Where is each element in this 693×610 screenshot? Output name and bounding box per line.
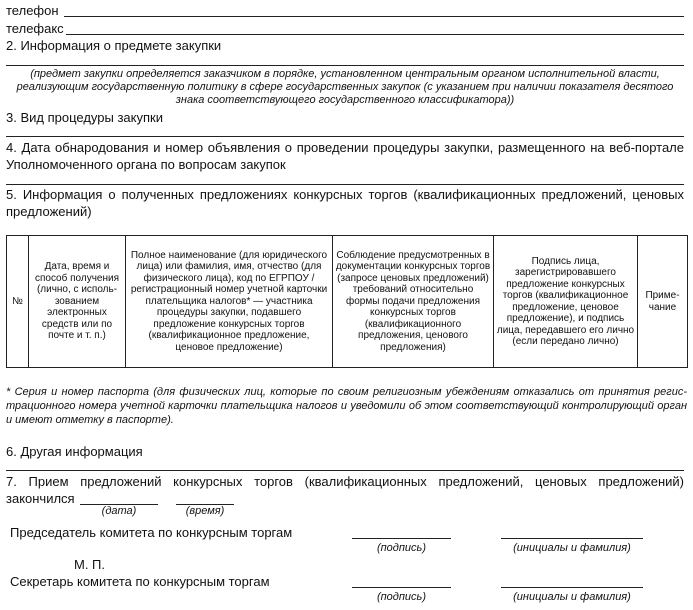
section-5-line: предложений) [6, 204, 92, 219]
secretary-name-line[interactable] [501, 587, 643, 588]
section-2-note-line: знака соответствующего государственного классификатора)) [175, 94, 515, 106]
section-2-note-line: (предмет закупки определяется заказчиком в порядке, установленном центральным органом исполнительной власти, [30, 68, 660, 80]
section-3-title: 3. Вид процедуры закупки [6, 110, 163, 125]
table-header-row [7, 236, 688, 368]
section-5-line: 5. Информация о полученных предложениях конкурсных торгов (квалификационных предложений, ценовых [6, 187, 684, 202]
section-4-text [6, 139, 684, 173]
proposals-table [6, 235, 688, 368]
chairman-signature-line[interactable] [352, 538, 451, 539]
chairman-signature-caption: (подпись) [376, 542, 427, 554]
phone-input-line[interactable] [64, 16, 684, 17]
section-7-line: 7. Прием предложений конкурсных торгов (квалификационных предложений, ценовых предложений) [6, 474, 684, 489]
time-caption: (время) [185, 505, 225, 517]
table-header-number: № [7, 236, 29, 368]
section-4-input-line[interactable] [6, 184, 684, 185]
table-header-compliance: Соблюдение предусмотренных в документации конкурсных торгов (запросе ценовых предложений) требований относительно формы подачи предложения конкурсных торгов (квалификационного предложения, ценового предложения) [333, 236, 494, 368]
section-6-input-line[interactable] [6, 470, 684, 471]
table-header-signature: Подпись лица, зарегистрировавшего предложение конкурсных торгов (квалификационное предложение, ценовое предложение), и подпись лица, передавшего его лично (если передано лично) [494, 236, 638, 368]
table-header-note: Приме-чание [638, 236, 688, 368]
chairman-name-caption: (инициалы и фамилия) [513, 542, 631, 554]
section-2-input-line[interactable] [6, 65, 684, 66]
footnote-line: * Серия и номер паспорта (для физических лиц, которые по своим религиозным убеждениям отказались от принятия регис- [6, 386, 687, 398]
footnote-line: трационного номера учетной карточки плательщика налогов и уведомили об этом соответствующий контролирующий орган [6, 400, 687, 412]
phone-label: телефон [6, 3, 59, 18]
secretary-label: Секретарь комитета по конкурсным торгам [10, 574, 270, 589]
fax-input-line[interactable] [66, 34, 684, 35]
section-5-text [6, 186, 684, 220]
footnote [6, 385, 687, 427]
section-4-line: 4. Дата обнародования и номер объявления о проведении процедуры закупки, размещенного на веб-портале [6, 140, 684, 155]
section-2-note-line: реализующим государственную политику в сфере государственных закупок (с указанием при наличии показателя десятого [16, 81, 674, 93]
table-header-participant: Полное наименование (для юридического лица) или фамилия, имя, отчество (для физического лица), код по ЕГРПОУ /регистрационный номер учетной карточки плательщика налогов* — участника процедуры закупки, подавшего предложение конкурсных торгов (квалификационное предложение, ценовое предложение) [126, 236, 333, 368]
secretary-signature-caption: (подпись) [376, 591, 427, 603]
section-7-closed-label: закончился [6, 491, 75, 506]
chairman-label: Председатель комитета по конкурсным торгам [10, 525, 293, 540]
secretary-signature-line[interactable] [352, 587, 451, 588]
stamp-label: М. П. [74, 557, 106, 572]
section-4-line: Уполномоченного органа по вопросам закупок [6, 157, 286, 172]
table-header-date: Дата, время и способ получения (лично, с исполь-зованием электронных средств или по почте и т. п.) [29, 236, 126, 368]
section-7-text [6, 473, 684, 490]
footnote-line: и имеют отметку в паспорте). [6, 414, 174, 426]
section-3-input-line[interactable] [6, 136, 684, 137]
section-6-title: 6. Другая информация [6, 444, 143, 459]
section-2-note [6, 68, 684, 107]
chairman-name-line[interactable] [501, 538, 643, 539]
secretary-name-caption: (инициалы и фамилия) [513, 591, 631, 603]
fax-label: телефакс [6, 21, 64, 36]
section-2-title: 2. Информация о предмете закупки [6, 38, 222, 53]
date-caption: (дата) [101, 505, 137, 517]
